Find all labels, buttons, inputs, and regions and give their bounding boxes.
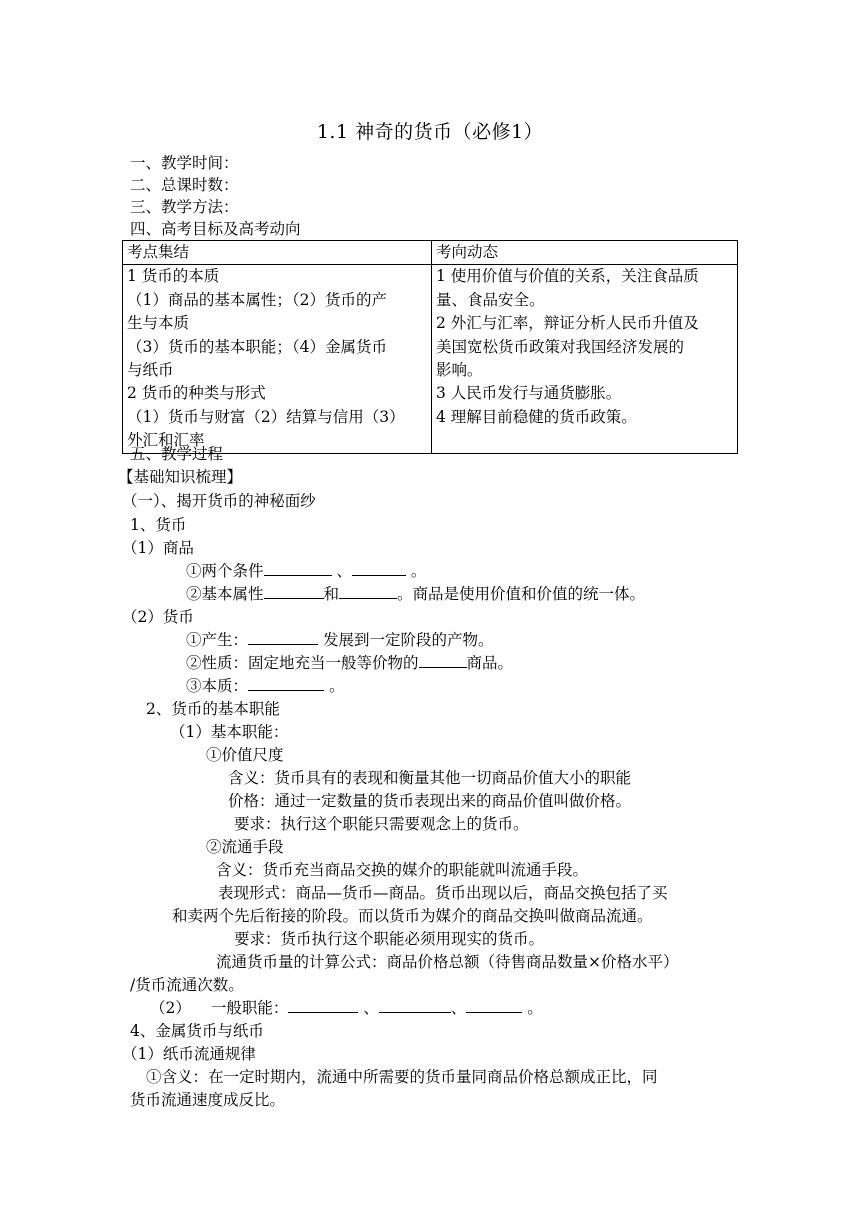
blank: [248, 629, 318, 645]
cell-line: 与纸币: [127, 361, 174, 380]
text: 。: [324, 677, 345, 695]
blank: [248, 675, 324, 691]
fill-blank-line: [186, 560, 426, 582]
text: 发展到一定阶段的产物。: [318, 631, 494, 649]
text: 。: [522, 999, 543, 1017]
text-line: ①含义：在一定时期内，流通中所需要的货币量同商品价格总额成正比，同: [146, 1068, 658, 1086]
cell-line: 1 货币的本质: [127, 267, 220, 286]
cell-line: （3）货币的基本职能；（4）金属货币: [127, 337, 387, 356]
text-line: 和卖两个先后衔接的阶段。而以货币为媒介的商品交换叫做商品流通。: [172, 907, 653, 925]
text: 、: [358, 999, 379, 1017]
fill-blank-line: [186, 652, 513, 674]
text: （2）: [150, 999, 191, 1017]
text: 一般职能：: [210, 999, 289, 1017]
cell-line: （1）商品的基本属性；（2）货币的产: [127, 290, 387, 309]
total-lessons: 二、总课时数：: [130, 176, 239, 194]
cell-line: 影响。: [436, 361, 483, 380]
cell-line: 生与本质: [127, 314, 190, 333]
text: 。: [405, 562, 427, 580]
text: ②基本属性: [186, 585, 264, 603]
table-header-row: [123, 241, 738, 265]
fill-blank-line: [186, 629, 493, 651]
text: 、: [331, 562, 352, 580]
fill-blank-line: [186, 583, 645, 605]
blank: [379, 997, 451, 1013]
exam-goals-heading: 四、高考目标及高考动向: [130, 220, 301, 238]
blank: [288, 997, 358, 1013]
text-line: 含义：货币充当商品交换的媒介的职能就叫流通手段。: [216, 861, 589, 879]
item-heading: 1、货币: [130, 516, 187, 534]
table-header-cell: 考向动态: [432, 241, 738, 265]
text-line: /货币流通次数。: [130, 976, 244, 994]
text: 商品。: [466, 654, 514, 672]
trends-cell: [432, 265, 738, 453]
blank: [352, 560, 406, 576]
fill-blank-line: [186, 675, 344, 697]
cell-line: 美国宽松货币政策对我国经济发展的: [436, 337, 685, 356]
cell-line: 3 人民币发行与通货膨胀。: [436, 384, 622, 403]
text: ②性质：固定地充当一般等价物的: [186, 654, 419, 672]
item-heading: ②流通手段: [206, 838, 284, 856]
item-heading: ①价值尺度: [206, 746, 284, 764]
cell-line: 外汇和汇率: [127, 431, 205, 450]
blank: [419, 652, 467, 668]
item-heading: （1）纸币流通规律: [122, 1045, 256, 1063]
cell-line: （1）货币与财富（2）结算与信用（3）: [127, 407, 405, 426]
cell-line: 4 理解目前稳健的货币政策。: [436, 407, 637, 426]
text-line: 要求：执行这个职能只需要观念上的货币。: [234, 815, 529, 833]
text-line: 含义：货币具有的表现和衡量其他一切商品价值大小的职能: [228, 769, 632, 787]
table-header-cell: 考点集结: [123, 241, 432, 265]
text: ①产生：: [186, 631, 249, 649]
fill-blank-line: [150, 997, 543, 1019]
text: 和: [323, 585, 340, 603]
item-heading: （1）商品: [122, 539, 194, 557]
text: 。商品是使用价值和价值的统一体。: [397, 585, 646, 603]
page-title: 1.1 神奇的货币（必修1）: [316, 121, 544, 143]
text: ③本质：: [186, 677, 249, 695]
cell-line: 1 使用价值与价值的关系，关注食品质: [436, 267, 699, 286]
blank: [466, 997, 522, 1013]
subsection-heading: （一）、揭开货币的神秘面纱: [122, 492, 316, 510]
teaching-method: 三、教学方法：: [130, 198, 239, 216]
blank: [339, 583, 397, 599]
item-heading: 4、金属货币与纸币: [130, 1022, 264, 1040]
key-points-cell: [123, 265, 432, 453]
item-heading: 2、货币的基本职能: [146, 700, 280, 718]
cell-line: 2 外汇与汇率，辩证分析人民币升值及: [436, 314, 699, 333]
text-line: 要求：货币执行这个职能必须用现实的货币。: [234, 930, 545, 948]
cell-line: 量、食品安全。: [436, 290, 545, 309]
blank: [264, 560, 332, 576]
section-heading: 【基础知识梳理】: [118, 468, 243, 486]
item-heading: （1）基本职能：: [170, 723, 289, 741]
exam-goals-table: [122, 240, 738, 454]
text-line: 表现形式：商品—货币—商品。货币出现以后，商品交换包括了买: [218, 884, 668, 902]
text-line: 价格：通过一定数量的货币表现出来的商品价值叫做价格。: [228, 792, 632, 810]
section-heading: 五、教学过程: [130, 445, 224, 463]
text-line: 货币流通速度成反比。: [130, 1091, 286, 1109]
blank: [264, 583, 324, 599]
text: ①两个条件: [186, 562, 264, 580]
text-line: 流通货币量的计算公式：商品价格总额（待售商品数量×价格水平）: [216, 953, 679, 971]
cell-line: 2 货币的种类与形式: [127, 384, 266, 403]
item-heading: （2）货币: [122, 608, 194, 626]
table-row: [123, 265, 738, 453]
teaching-time: 一、教学时间：: [130, 154, 239, 172]
text: 、: [450, 999, 467, 1017]
